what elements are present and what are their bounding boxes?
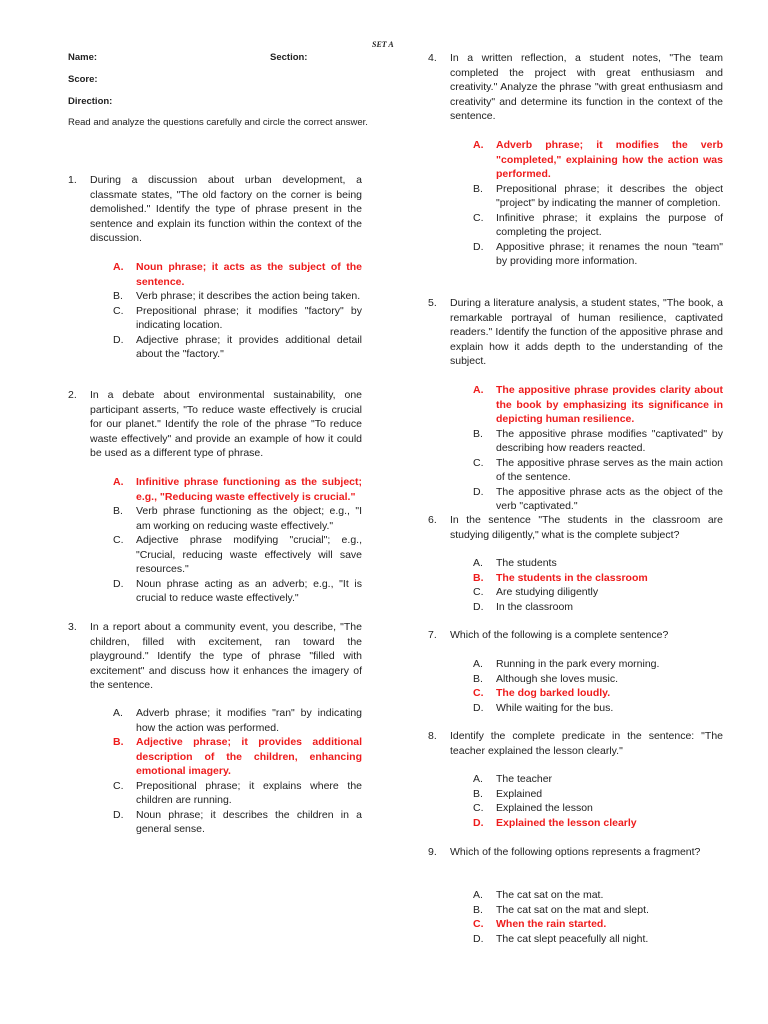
- question-number: 6.: [428, 514, 437, 526]
- option-list: [113, 475, 362, 606]
- option-text: Running in the park every morning.: [496, 658, 660, 670]
- score-label: Score:: [68, 74, 98, 85]
- option-a[interactable]: [473, 888, 723, 903]
- option-list: [473, 138, 723, 269]
- option-d[interactable]: [113, 577, 362, 606]
- option-letter: D.: [473, 701, 484, 714]
- option-letter: A.: [113, 707, 123, 719]
- option-letter: A.: [113, 476, 124, 488]
- option-text: Prepositional phrase; it modifies "factory" by indicating location.: [136, 304, 362, 331]
- option-text: The cat slept peacefully all night.: [496, 932, 649, 945]
- option-text: Adjective phrase modifying "crucial"; e.g., "Crucial, reducing waste effectively will save resources.": [136, 534, 362, 575]
- option-letter: B.: [473, 672, 483, 685]
- option-list: [113, 260, 362, 362]
- section-label: Section:: [270, 52, 308, 63]
- option-text: Prepositional phrase; it describes the object "project" by indicating the manner of completion.: [496, 182, 723, 209]
- option-text: The students in the classroom: [496, 571, 648, 584]
- option-letter: D.: [473, 485, 484, 498]
- option-text: The students: [496, 557, 557, 569]
- option-text: Infinitive phrase; it explains the purpose of completing the project.: [496, 211, 723, 238]
- option-a[interactable]: [473, 383, 723, 427]
- option-b[interactable]: [113, 504, 362, 533]
- option-text: The appositive phrase serves as the main action of the sentence.: [496, 456, 723, 483]
- option-letter: A.: [473, 773, 483, 785]
- option-a[interactable]: [473, 772, 723, 787]
- option-d[interactable]: [473, 932, 723, 947]
- option-letter: A.: [113, 261, 124, 273]
- option-text: Appositive phrase; it renames the noun "team" by providing more information.: [496, 240, 723, 267]
- question-stem: Which of the following options represents a fragment?: [450, 846, 701, 858]
- option-a[interactable]: [473, 556, 723, 571]
- option-b[interactable]: [473, 571, 723, 586]
- option-letter: C.: [113, 534, 124, 546]
- option-text: Adverb phrase; it modifies "ran" by indicating how the action was performed.: [136, 707, 362, 734]
- option-b[interactable]: [473, 903, 723, 918]
- option-text: Verb phrase; it describes the action being taken.: [136, 290, 361, 302]
- option-b[interactable]: [473, 787, 723, 802]
- option-letter: C.: [473, 211, 484, 224]
- option-text: Adverb phrase; it modifies the verb "completed," explaining how the action was performed.: [496, 139, 723, 180]
- option-d[interactable]: [473, 816, 723, 831]
- question-number: 1.: [68, 174, 77, 186]
- option-c[interactable]: [473, 686, 723, 701]
- option-letter: C.: [113, 304, 124, 317]
- option-b[interactable]: [473, 427, 723, 456]
- option-letter: B.: [113, 505, 123, 517]
- option-text: When the rain started.: [496, 918, 607, 930]
- option-text: The cat sat on the mat and slept.: [496, 903, 649, 916]
- option-c[interactable]: [113, 304, 362, 333]
- option-a[interactable]: [473, 138, 723, 182]
- option-letter: A.: [473, 889, 483, 901]
- option-c[interactable]: [113, 533, 362, 577]
- option-a[interactable]: [473, 657, 723, 672]
- option-text: The appositive phrase provides clarity about the book by emphasizing its significance in depicting human resilience.: [496, 384, 723, 425]
- option-letter: B.: [113, 736, 124, 748]
- question-number: 2.: [68, 389, 77, 401]
- option-letter: C.: [113, 779, 124, 792]
- option-letter: D.: [113, 577, 124, 590]
- option-text: Explained: [496, 787, 543, 800]
- option-c[interactable]: [113, 779, 362, 808]
- option-letter: D.: [113, 333, 124, 346]
- option-letter: A.: [473, 139, 484, 151]
- option-text: The dog barked loudly.: [496, 687, 611, 699]
- option-letter: C.: [473, 918, 484, 930]
- option-letter: B.: [473, 427, 483, 440]
- option-d[interactable]: [473, 600, 723, 615]
- option-letter: B.: [113, 290, 123, 302]
- option-letter: C.: [473, 456, 484, 469]
- question-stem: During a discussion about urban development, a classmate states, "The old factory on the corner is being demolished." Identify the type of phrase present in the sentence and explain its function within the context of the discussion.: [90, 174, 362, 244]
- option-d[interactable]: [473, 240, 723, 269]
- option-c[interactable]: [473, 585, 723, 600]
- option-text: Explained the lesson clearly: [496, 816, 637, 829]
- option-text: Infinitive phrase functioning as the subject; e.g., "Reducing waste effectively is crucial.": [136, 476, 362, 503]
- option-text: The appositive phrase acts as the object of the verb "captivated.": [496, 485, 723, 512]
- option-letter: C.: [473, 687, 484, 699]
- option-text: Noun phrase; it acts as the subject of the sentence.: [136, 261, 362, 288]
- question-number: 7.: [428, 629, 437, 641]
- set-label: SET A: [372, 40, 394, 49]
- question-stem: In a debate about environmental sustainability, one participant asserts, "To reduce waste effectively is crucial for our planet." Identify the role of the phrase "To reduce waste effectively" and provide an example of how it could be used as a different type of phrase.: [90, 389, 362, 459]
- option-text: While waiting for the bus.: [496, 701, 614, 714]
- option-letter: B.: [473, 182, 483, 195]
- option-b[interactable]: [113, 289, 362, 304]
- name-label: Name:: [68, 52, 98, 63]
- option-list: [473, 556, 723, 614]
- question-number: 9.: [428, 846, 437, 858]
- option-text: Noun phrase acting as an adverb; e.g., "It is crucial to reduce waste effectively.": [136, 577, 362, 604]
- option-list: [473, 383, 723, 514]
- option-letter: B.: [473, 903, 483, 916]
- option-d[interactable]: [113, 333, 362, 362]
- option-text: Explained the lesson: [496, 802, 593, 814]
- question-stem: In a report about a community event, you describe, "The children, filled with excitement, ran toward the playground." Identify the type of phrase "filled with excitement" and discuss how it enhances the imagery of the sentence.: [90, 621, 362, 691]
- option-d[interactable]: [113, 808, 362, 837]
- option-text: In the classroom: [496, 600, 574, 613]
- option-letter: B.: [473, 787, 483, 800]
- option-b[interactable]: [113, 735, 362, 779]
- option-text: Prepositional phrase; it explains where the children are running.: [136, 779, 362, 806]
- option-text: Adjective phrase; it provides additional description of the children, enhancing emotional imagery.: [136, 736, 362, 777]
- option-letter: D.: [113, 808, 124, 821]
- option-letter: D.: [473, 932, 484, 945]
- option-list: [473, 657, 723, 715]
- option-text: Verb phrase functioning as the object; e.g., "I am working on reducing waste effectively.": [136, 505, 362, 532]
- question-number: 4.: [428, 52, 437, 64]
- option-list: [473, 772, 723, 830]
- option-c[interactable]: [473, 211, 723, 240]
- question-number: 3.: [68, 621, 77, 633]
- direction-label: Direction:: [68, 96, 113, 107]
- question-stem: Which of the following is a complete sentence?: [450, 629, 669, 641]
- option-text: Although she loves music.: [496, 672, 618, 685]
- question-number: 8.: [428, 730, 437, 742]
- option-b[interactable]: [473, 672, 723, 687]
- option-text: Adjective phrase; it provides additional detail about the "factory.": [136, 333, 362, 360]
- question-stem: In a written reflection, a student notes, "The team completed the project with great enthusiasm and creativity." Analyze the phrase "with great enthusiasm and creativity" and determine its function in the context of the sentence.: [450, 52, 723, 122]
- option-text: Are studying diligently: [496, 586, 599, 598]
- option-a[interactable]: [113, 706, 362, 735]
- option-text: The appositive phrase modifies "captivated" by describing how readers reacted.: [496, 427, 723, 454]
- option-c[interactable]: [473, 801, 723, 816]
- option-d[interactable]: [473, 485, 723, 514]
- option-letter: D.: [473, 600, 484, 613]
- option-letter: C.: [473, 802, 484, 814]
- question-number: 5.: [428, 297, 437, 309]
- question-stem: Identify the complete predicate in the sentence: "The teacher explained the lesson clearly.": [450, 730, 723, 757]
- option-text: Noun phrase; it describes the children in a general sense.: [136, 808, 362, 835]
- option-letter: A.: [473, 658, 483, 670]
- direction-text: Read and analyze the questions carefully and circle the correct answer.: [68, 117, 368, 128]
- question-stem: During a literature analysis, a student states, "The book, a remarkable portrayal of human resilience, captivated readers." Identify the function of the appositive phrase and explain how it adds depth to the understanding of the subject.: [450, 297, 723, 367]
- option-b[interactable]: [473, 182, 723, 211]
- option-c[interactable]: [473, 456, 723, 485]
- option-letter: D.: [473, 816, 484, 829]
- option-letter: A.: [473, 384, 484, 396]
- option-list: [113, 706, 362, 837]
- option-letter: A.: [473, 557, 483, 569]
- option-text: The teacher: [496, 773, 553, 785]
- option-letter: C.: [473, 586, 484, 598]
- option-text: The cat sat on the mat.: [496, 889, 604, 901]
- option-a[interactable]: [113, 475, 362, 504]
- question-stem: In the sentence "The students in the classroom are studying diligently," what is the complete subject?: [450, 514, 723, 541]
- option-a[interactable]: [113, 260, 362, 289]
- option-letter: D.: [473, 240, 484, 253]
- option-c[interactable]: [473, 917, 723, 932]
- option-list: [473, 888, 723, 946]
- option-letter: B.: [473, 571, 484, 584]
- option-d[interactable]: [473, 701, 723, 716]
